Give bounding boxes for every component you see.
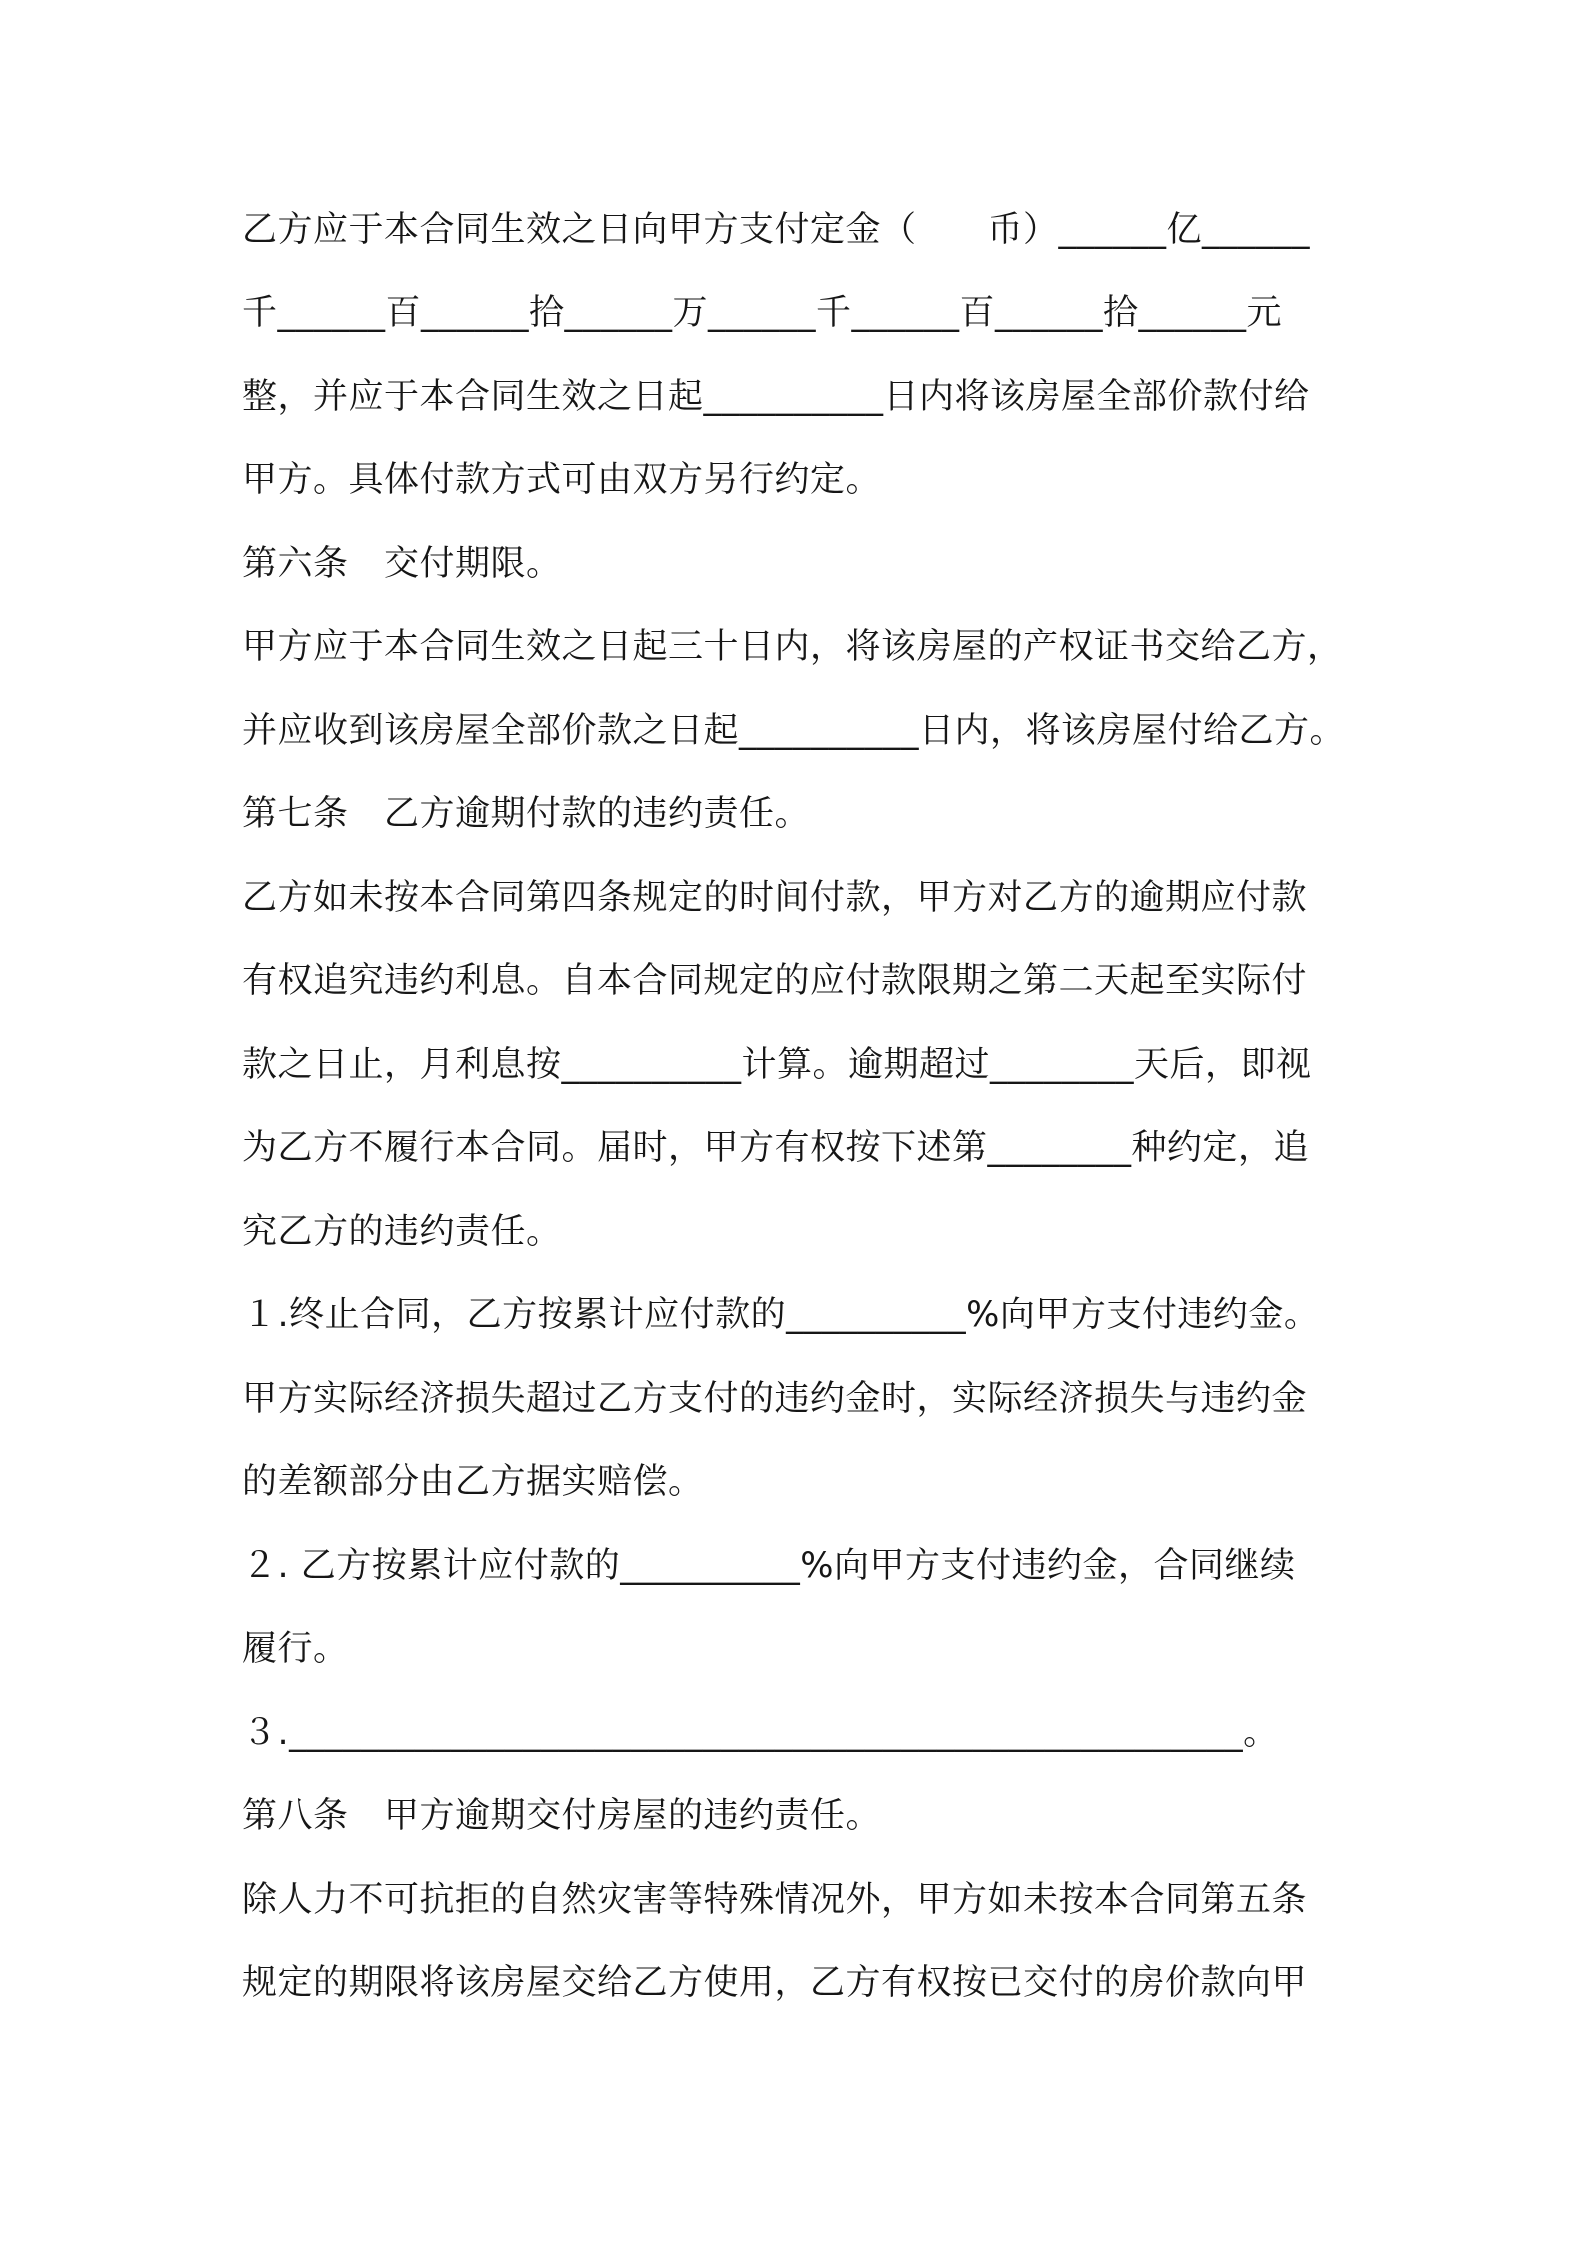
text-line: 乙方应于本合同生效之日向甲方支付定金（ 币）______亿______	[242, 210, 1311, 250]
article-heading: 第六条 交付期限。	[242, 544, 562, 584]
text-line: 为乙方不履行本合同。届时，甲方有权按下述第________种约定，追	[242, 1128, 1310, 1168]
text-line: 并应收到该房屋全部价款之日起__________日内，将该房屋付给乙方。	[242, 711, 1346, 751]
text-line: 整，并应于本合同生效之日起__________日内将该房屋全部价款付给	[242, 377, 1310, 417]
list-item: ３._____________________________________________________。	[242, 1713, 1279, 1753]
text-line: 甲方。具体付款方式可由双方另行约定。	[242, 460, 882, 500]
article-heading: 第七条 乙方逾期付款的违约责任。	[242, 794, 811, 834]
article-heading: 第八条 甲方逾期交付房屋的违约责任。	[242, 1796, 882, 1836]
text-line: 规定的期限将该房屋交给乙方使用，乙方有权按已交付的房价款向甲	[242, 1963, 1308, 2003]
text-line: 甲方应于本合同生效之日起三十日内，将该房屋的产权证书交给乙方，	[242, 627, 1343, 667]
text-line: 究乙方的违约责任。	[242, 1212, 562, 1252]
text-line: 乙方如未按本合同第四条规定的时间付款，甲方对乙方的逾期应付款	[242, 878, 1308, 918]
text-line: 履行。	[242, 1629, 349, 1669]
text-line: 甲方实际经济损失超过乙方支付的违约金时，实际经济损失与违约金	[242, 1379, 1308, 1419]
list-item: １.终止合同，乙方按累计应付款的__________%向甲方支付违约金。	[242, 1295, 1320, 1335]
text-line: 除人力不可抗拒的自然灾害等特殊情况外，甲方如未按本合同第五条	[242, 1880, 1308, 1920]
text-line: 千______百______拾______万______千______百______拾______元	[242, 293, 1283, 333]
text-line: 的差额部分由乙方据实赔偿。	[242, 1462, 704, 1502]
list-item: ２. 乙方按累计应付款的__________%向甲方支付违约金，合同继续	[242, 1546, 1296, 1586]
text-line: 有权追究违约利息。自本合同规定的应付款限期之第二天起至实际付	[242, 961, 1308, 1001]
text-line: 款之日止，月利息按__________计算。逾期超过________天后，即视	[242, 1045, 1312, 1085]
